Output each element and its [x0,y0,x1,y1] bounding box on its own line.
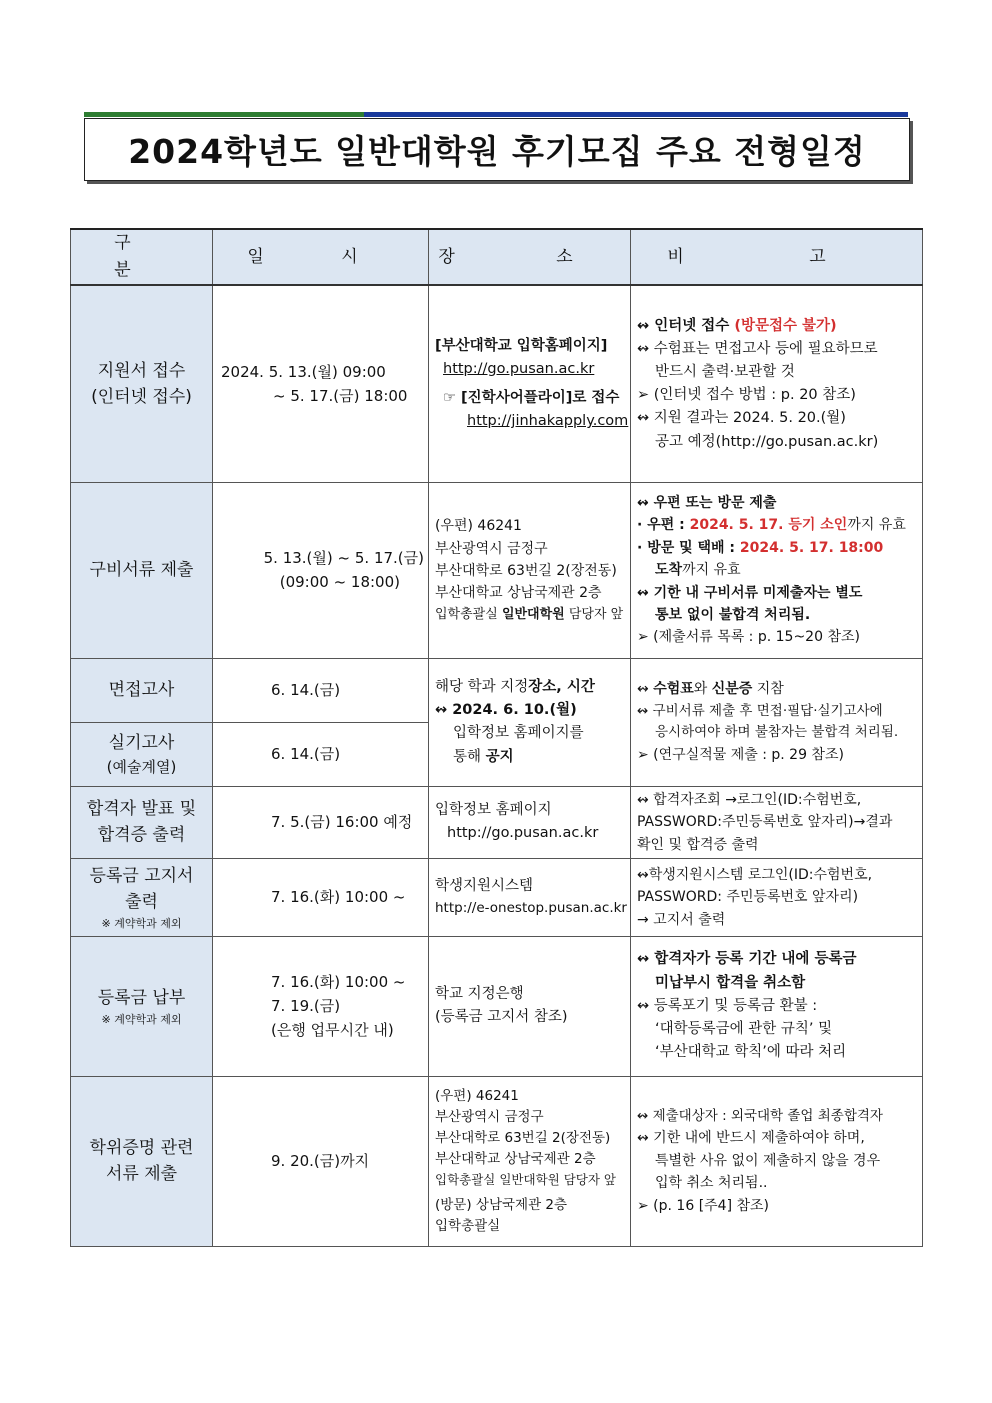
remark-cell: ↭ 합격자가 등록 기간 내에 등록금 미납부시 합격을 취소함 ↭ 등록포기 및 등록금 환불 : ‘대학등록금에 관한 규칙’ 및 ‘부산대학교 학칙’에 따라 처리 [631,936,923,1076]
place-cell: 학생지원시스템 http://e-onestop.pusan.ac.kr [429,858,631,936]
row-documents [71,482,923,658]
header-category: 구 분 [71,229,213,285]
remark-cell: ↭ 합격자조회 →로그인(ID:수험번호, PASSWORD:주민등록번호 앞자리)→결과 확인 및 합격증 출력 [631,786,923,858]
schedule-table [70,228,923,1247]
place-cell: (우편) 46241 부산광역시 금정구 부산대학로 63번길 2(장전동) 부산대학교 상남국제관 2층 입학총괄실 일반대학원 담당자 앞 [429,482,631,658]
row-application [71,285,923,482]
date-cell: 6. 14.(금) [213,722,429,786]
header-place: 장 소 [429,229,631,285]
header-datetime: 일 시 [213,229,429,285]
category-cell: 등록금 납부 ※ 계약학과 제외 [71,936,213,1076]
category-cell: 실기고사 (예술계열) [71,722,213,786]
row-degree-documents [71,1076,923,1246]
remark-cell: ↭학생지원시스템 로그인(ID:수험번호, PASSWORD: 주민등록번호 앞자리) → 고지서 출력 [631,858,923,936]
date-cell: 7. 16.(화) 10:00 ~ [213,858,429,936]
onestop-link[interactable]: http://e-onestop.pusan.ac.kr [435,900,627,917]
category-cell: 구비서류 제출 [71,482,213,658]
place-cell: 해당 학과 지정장소, 시간 ↭ 2024. 6. 10.(월) 입학정보 홈페이지를 통해 공지 [429,658,631,786]
homepage-link[interactable]: http://go.pusan.ac.kr [443,360,595,377]
homepage-link[interactable]: http://go.pusan.ac.kr [447,825,599,842]
category-cell: 면접고사 [71,658,213,722]
category-cell: 합격자 발표 및 합격증 출력 [71,786,213,858]
category-cell: 지원서 접수 (인터넷 접수) [71,285,213,482]
header-remarks: 비 고 [631,229,923,285]
date-cell: 2024. 5. 13.(월) 09:00 ~ 5. 17.(금) 18:00 [213,285,429,482]
date-cell: 5. 13.(월) ~ 5. 17.(금) (09:00 ~ 18:00) [213,482,429,658]
title-accent-bar [84,112,908,117]
category-cell: 학위증명 관련 서류 제출 [71,1076,213,1246]
place-cell: 입학정보 홈페이지 http://go.pusan.ac.kr [429,786,631,858]
category-cell: 등록금 고지서 출력 ※ 계약학과 제외 [71,858,213,936]
remark-cell: ↭ 인터넷 접수 (방문접수 불가) ↭ 수험표는 면접고사 등에 필요하므로 반드시 출력·보관할 것 ➢ (인터넷 접수 방법 : p. 20 참조) ↭ 지원 결과는 2024. 5. 20.(월) 공고 예정(http://go.pusan.ac.kr) [631,285,923,482]
place-cell: [부산대학교 입학홈페이지] http://go.pusan.ac.kr ☞ [진학사어플라이]로 접수 http://jinhakapply.com [429,285,631,482]
jinhakapply-link[interactable]: http://jinhakapply.com [467,413,629,430]
date-cell: 7. 5.(금) 16:00 예정 [213,786,429,858]
remark-cell: ↭ 우편 또는 방문 제출 · 우편 : 2024. 5. 17. 등기 소인까지 유효 · 방문 및 택배 : 2024. 5. 17. 18:00 도착까지 유효 ↭ 기한 내 구비서류 미제출자는 별도 통보 없이 불합격 처리됨. ➢ (제출서류 목록 : p. 15~20 참조) [631,482,923,658]
table-header-row [71,229,923,285]
row-result [71,786,923,858]
place-cell: (우편) 46241 부산광역시 금정구 부산대학로 63번길 2(장전동) 부산대학교 상남국제관 2층 입학총괄실 일반대학원 담당자 앞 (방문) 상남국제관 2층 입학총괄실 [429,1076,631,1246]
page-title: 2024학년도 일반대학원 후기모집 주요 전형일정 [84,118,910,181]
remark-cell: ↭ 제출대상자 : 외국대학 졸업 최종합격자 ↭ 기한 내에 반드시 제출하여야 하며, 특별한 사유 없이 제출하지 않을 경우 입학 취소 처리됨.. ➢ (p. 16 [주4] 참조) [631,1076,923,1246]
date-cell: 9. 20.(금)까지 [213,1076,429,1246]
date-cell: 7. 16.(화) 10:00 ~ 7. 19.(금) (은행 업무시간 내) [213,936,429,1076]
date-cell: 6. 14.(금) [213,658,429,722]
place-cell: 학교 지정은행 (등록금 고지서 참조) [429,936,631,1076]
row-tuition-payment [71,936,923,1076]
row-interview [71,658,923,722]
row-tuition-notice [71,858,923,936]
remark-cell: ↭ 수험표와 신분증 지참 ↭ 구비서류 제출 후 면접·필답·실기고사에 응시하여야 하며 불참자는 불합격 처리됨. ➢ (연구실적물 제출 : p. 29 참조) [631,658,923,786]
